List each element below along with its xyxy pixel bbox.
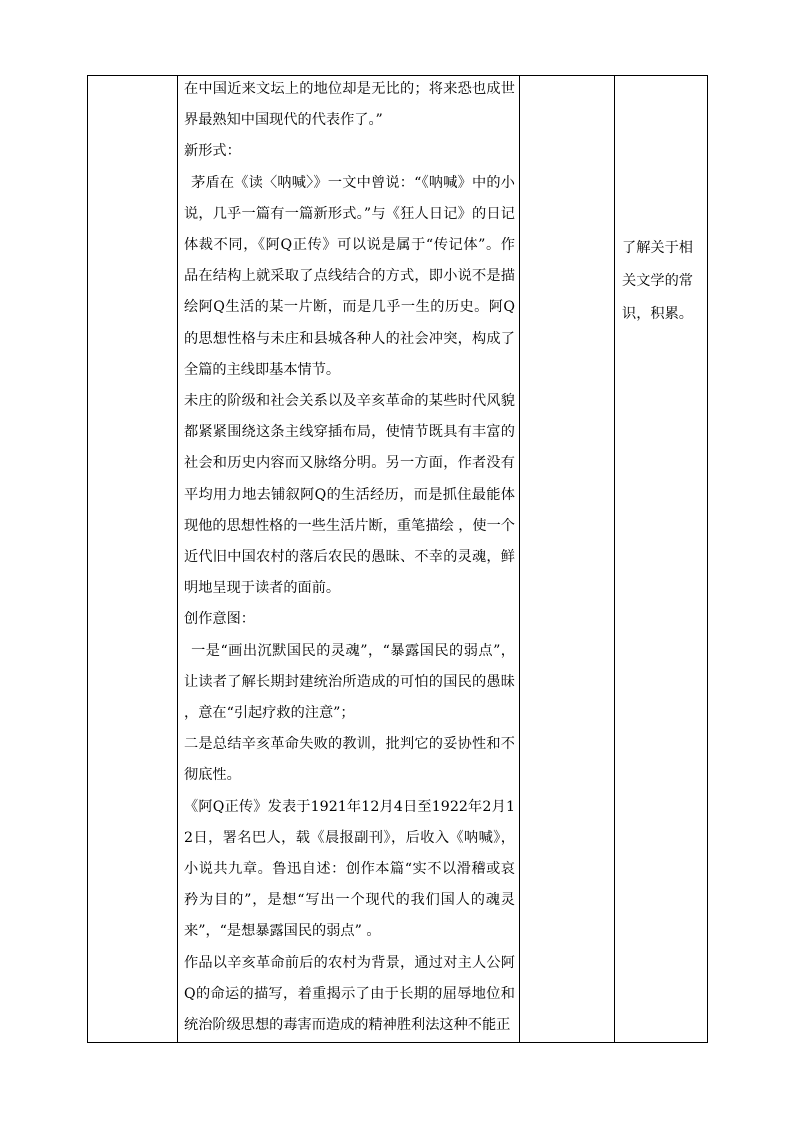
paragraph: 《阿Q正传》发表于1921年12月4日至1922年2月12日，署名巴人，载《晨报副刊》，后收入《呐喊》，小说共九章。鲁迅自述：创作本篇“实不以滑稽或哀矜为目的”，是想“写出一个现代的我们国人的魂灵来”，“是想暴露国民的弱点” 。: [184, 798, 515, 940]
paragraph: 在中国近来文坛上的地位却是无比的；将来恐也成世界最熟知中国现代的代表作了。”: [184, 81, 515, 129]
paragraph: 作品以辛亥革命前后的农村为背景，通过对主人公阿Q的命运的描写，着重揭示了由于长期的屈辱地位和统治阶级思想的毒害而造成的精神胜利法这种不能正: [184, 954, 515, 1034]
paragraph: 未庄的阶级和社会关系以及辛亥革命的某些时代风貌都紧紧围绕这条主线穿插布局，使情节既具有丰富的社会和历史内容而又脉络分明。另一方面，作者没有平均用力地去铺叙阿Q的生活经历，而是抓住最能体现他的思想性格的一些生活片断，重笔描绘 ，使一个近代旧中国农村的落后农民的愚昧、不幸的灵魂，鲜明地呈现于读者的面前。: [184, 393, 515, 597]
paragraph: 二是总结辛亥革命失败的教训，批判它的妥协性和不彻底性。: [184, 736, 515, 784]
paragraph: 一是“画出沉默国民的灵魂”，“暴露国民的弱点”，让读者了解长期封建统治所造成的可怕的国民的愚昧 ，意在“引起疗救的注意”；: [184, 642, 515, 722]
empty-cell-middle: [520, 76, 615, 1043]
paragraph: 茅盾在《读〈呐喊〉》一文中曾说：“《呐喊》中的小说，几乎一篇有一篇新形式。”与《狂人日记》的日记体裁不同，《阿Q正传》可以说是属于“传记体”。作品在结构上就采取了点线结合的方式，即小说不是描绘阿Q生活的某一片断，而是几乎一生的历史。阿Q的思想性格与未庄和县城各种人的社会冲突，构成了全篇的主线即基本情节。: [184, 174, 515, 378]
content-cell: [178, 76, 520, 1043]
section-heading: 新形式：: [184, 143, 241, 160]
lesson-table: [87, 75, 708, 1043]
note-text: 了解关于相关文学的常识，积累。: [622, 240, 693, 322]
content-text: [178, 76, 519, 1042]
table-row: [88, 76, 708, 1043]
note-cell: [615, 76, 708, 1043]
section-heading: 创作意图：: [184, 611, 255, 628]
empty-cell-left: [88, 76, 178, 1043]
